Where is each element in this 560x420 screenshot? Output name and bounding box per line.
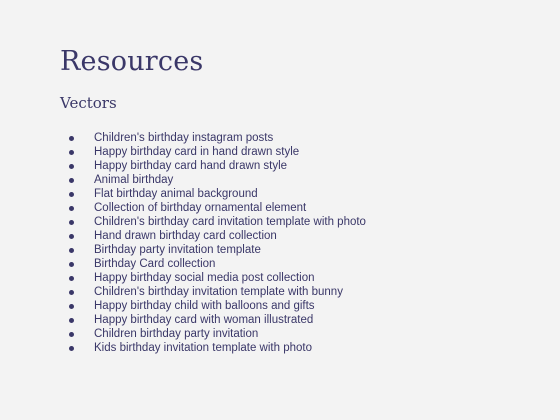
list-item[interactable] [66, 257, 366, 271]
list-item[interactable] [66, 341, 366, 355]
list-item-label: Happy birthday child with balloons and gifts [94, 300, 315, 312]
bullet-icon [69, 178, 74, 183]
list-item[interactable] [66, 187, 366, 201]
list-item-label: Children's birthday instagram posts [94, 132, 274, 144]
list-item-label: Collection of birthday ornamental element [94, 202, 307, 214]
list-item-label: Children's birthday card invitation template with photo [94, 216, 366, 228]
list-item-label: Happy birthday social media post collection [94, 272, 315, 284]
list-item[interactable] [66, 229, 366, 243]
list-item[interactable] [66, 145, 366, 159]
list-item-label: Happy birthday card with woman illustrated [94, 314, 314, 326]
list-item-label: Flat birthday animal background [94, 188, 258, 200]
bullet-icon [69, 206, 74, 211]
bullet-icon [69, 346, 74, 351]
bullet-icon [69, 150, 74, 155]
bullet-icon [69, 192, 74, 197]
list-item[interactable] [66, 285, 366, 299]
list-item[interactable] [66, 201, 366, 215]
list-item[interactable] [66, 131, 366, 145]
list-item[interactable] [66, 313, 366, 327]
list-item-label: Hand drawn birthday card collection [94, 230, 277, 242]
bullet-icon [69, 276, 74, 281]
list-item[interactable] [66, 327, 366, 341]
list-item[interactable] [66, 271, 366, 285]
list-item-label: Happy birthday card hand drawn style [94, 160, 288, 172]
list-item[interactable] [66, 215, 366, 229]
resource-list [66, 131, 366, 355]
list-item-label: Children birthday party invitation [94, 328, 259, 340]
list-item-label: Birthday party invitation template [94, 244, 261, 256]
bullet-icon [69, 262, 74, 267]
bullet-icon [69, 332, 74, 337]
bullet-icon [69, 304, 74, 309]
slide-title: Resources [60, 46, 204, 77]
list-item-label: Kids birthday invitation template with photo [94, 342, 312, 354]
bullet-icon [69, 234, 74, 239]
list-item-label: Animal birthday [94, 174, 174, 186]
section-subtitle: Vectors [60, 94, 117, 112]
list-item-label: Happy birthday card in hand drawn style [94, 146, 300, 158]
bullet-icon [69, 164, 74, 169]
list-item[interactable] [66, 243, 366, 257]
bullet-icon [69, 248, 74, 253]
bullet-icon [69, 318, 74, 323]
list-item-label: Birthday Card collection [94, 258, 216, 270]
list-item-label: Children's birthday invitation template with bunny [94, 286, 343, 298]
bullet-icon [69, 220, 74, 225]
bullet-icon [69, 136, 74, 141]
bullet-icon [69, 290, 74, 295]
list-item[interactable] [66, 173, 366, 187]
list-item[interactable] [66, 299, 366, 313]
list-item[interactable] [66, 159, 366, 173]
